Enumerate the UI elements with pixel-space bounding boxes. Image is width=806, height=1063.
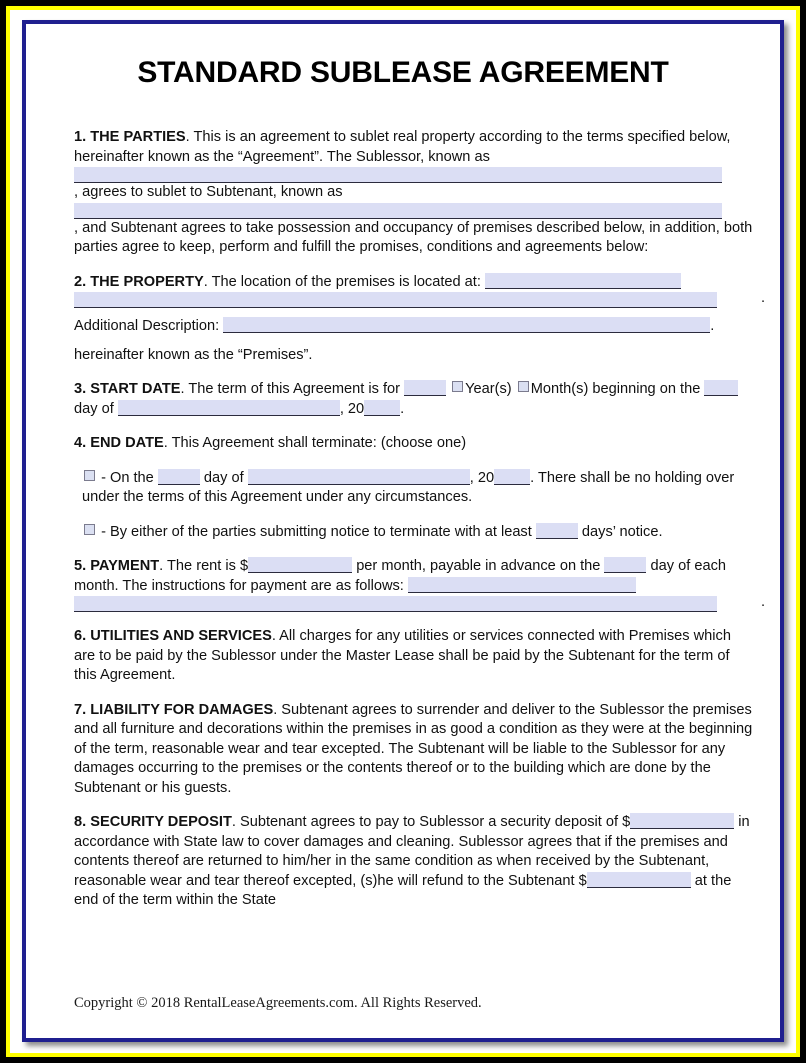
clause-1-text-c: , and Subtenant agrees to take possession and occupancy of premises described below, in addition, both parties agree to keep, perform and fulfill the promises, conditions and agreements below: xyxy=(74,219,753,255)
clause-3-text-c: on the xyxy=(659,381,701,397)
clause-5-text-a: . The rent is $ xyxy=(159,558,249,574)
property-location-field[interactable] xyxy=(485,273,681,289)
end-date-option-2-text-a: - By either of the parties submitting notice to terminate with at least xyxy=(101,523,532,540)
additional-description-label: Additional Description: xyxy=(74,318,220,334)
clause-3-text-b: beginning xyxy=(592,381,656,397)
start-day-field[interactable] xyxy=(704,380,738,396)
payment-instructions-line2-wrap xyxy=(74,593,765,612)
clause-3-label: 3. START DATE xyxy=(74,381,181,397)
clause-6-text: . All charges for any utilities or services connected with Premises which are to be paid by the Sublessor under the Master Lease shall be paid by the Subtenant for the term of this Agreement. xyxy=(74,628,731,683)
premises-definition xyxy=(74,346,756,366)
clause-7-text: . Subtenant agrees to surrender and deliver to the Sublessor the premises and all furniture and decorations within the premises in as good a condition as they were at the beginning of the term, reasonable wear and tear excepted. The Subtenant will be liable to the Sublessor for any damages occurring to the premises or the contents thereof or to the building which are done by the Subtenant or his guests. xyxy=(74,701,753,796)
clause-3-text-a: . The term of this Agreement is for xyxy=(180,381,401,397)
clause-5-text-c: day of each month. The instructions for payment are as follows: xyxy=(74,558,726,594)
clause-8-text-c: at the end of the term within the State xyxy=(74,872,732,908)
payment-instructions-field-line2[interactable] xyxy=(74,596,717,612)
months-checkbox[interactable] xyxy=(518,381,529,392)
clause-utilities-and-services xyxy=(74,627,756,686)
additional-description-field[interactable] xyxy=(223,317,710,333)
end-date-option-1-text-a: - On the xyxy=(101,469,154,486)
clause-1-text-a: . This is an agreement to sublet real property according to the terms specified below, hereinafter known as the “Agreement”. The Sublessor, known as xyxy=(74,129,731,165)
clause-start-date xyxy=(74,380,756,419)
clause-1-label: 1. THE PARTIES xyxy=(74,129,186,145)
rent-due-day-field[interactable] xyxy=(604,557,646,573)
additional-description-period: . xyxy=(710,318,715,334)
rent-amount-field[interactable] xyxy=(248,557,352,573)
premises-definition-text: hereinafter known as the “Premises”. xyxy=(74,346,313,363)
clause-the-parties xyxy=(74,128,756,258)
clause-1-text-b: , agrees to sublet to Subtenant, known as xyxy=(74,184,343,200)
security-deposit-amount-field[interactable] xyxy=(630,813,734,829)
clause-security-deposit xyxy=(74,813,756,911)
start-year-field[interactable] xyxy=(364,400,400,416)
end-date-option-1-text-c: , 20 xyxy=(469,469,495,486)
clause-the-property xyxy=(74,273,765,309)
end-date-option-2-text-b: days’ notice. xyxy=(581,523,663,540)
end-date-option-1-text-b: day of xyxy=(203,469,244,486)
document-body xyxy=(74,128,765,911)
clause-liability-for-damages xyxy=(74,701,756,799)
clause-8-text-b: in accordance with State law to cover damages and cleaning. Sublessor agrees that if the premises and contents thereof are returned to him/her in the same condition as when received by the Subtenant, reasonable wear and tear thereof excepted, (s)he will refund to the Subtenant $ xyxy=(74,814,750,889)
additional-description-row xyxy=(74,317,756,337)
clause-8-label: 8. SECURITY DEPOSIT xyxy=(74,814,232,830)
clause-2-label: 2. THE PROPERTY xyxy=(74,273,204,290)
clause-8-dollar-sign-1: $ xyxy=(622,814,631,830)
clause-4-text-a: . This Agreement shall terminate: (choose one) xyxy=(163,435,467,451)
years-checkbox[interactable] xyxy=(452,381,463,392)
clause-end-date xyxy=(74,434,756,454)
page-title: STANDARD SUBLEASE AGREEMENT xyxy=(137,56,669,89)
clause-7-label: 7. LIABILITY FOR DAMAGES xyxy=(74,701,274,718)
end-month-field[interactable] xyxy=(248,469,470,485)
subtenant-name-field[interactable] xyxy=(74,203,722,219)
end-date-option-1-checkbox[interactable] xyxy=(84,470,95,481)
payment-instructions-field[interactable] xyxy=(408,577,636,593)
clause-3-text-f: . xyxy=(400,400,405,417)
clause-payment xyxy=(74,557,765,612)
years-label: Year(s) xyxy=(465,381,512,397)
clause-8-text-a: . Subtenant agrees to pay to Sublessor a security deposit of xyxy=(231,814,619,830)
end-date-option-1 xyxy=(82,469,756,508)
start-month-field[interactable] xyxy=(118,400,340,416)
property-location-field-line2[interactable] xyxy=(74,292,717,308)
clause-3-text-d: day of xyxy=(74,400,114,417)
end-year-field[interactable] xyxy=(494,469,530,485)
end-date-option-2 xyxy=(82,523,756,543)
copyright-footer: Copyright © 2018 RentalLeaseAgreements.com. All Rights Reserved. xyxy=(74,995,482,1011)
term-length-field[interactable] xyxy=(404,380,446,396)
months-label: Month(s) xyxy=(530,381,589,397)
security-deposit-refund-field[interactable] xyxy=(587,872,691,888)
document-page xyxy=(26,24,780,1038)
notice-days-field[interactable] xyxy=(536,523,578,539)
sublessor-name-field[interactable] xyxy=(74,167,722,183)
end-date-option-2-checkbox[interactable] xyxy=(84,524,95,535)
property-location-line2-wrap xyxy=(74,289,765,308)
clause-2-text-a: . The location of the premises is located at: xyxy=(203,273,481,290)
clause-2-period: . xyxy=(760,289,765,306)
end-day-field[interactable] xyxy=(158,469,200,485)
clause-5-text-b: per month, payable in advance on the xyxy=(356,558,601,574)
clause-5-period: . xyxy=(760,593,765,610)
clause-3-text-e: , 20 xyxy=(339,400,365,417)
clause-6-label: 6. UTILITIES AND SERVICES xyxy=(74,628,272,644)
end-date-option-1-text-d: . There shall be no holding over under the terms of this Agreement under any circumstances. xyxy=(82,469,735,505)
clause-4-label: 4. END DATE xyxy=(74,435,164,451)
clause-5-label: 5. PAYMENT xyxy=(74,558,160,574)
